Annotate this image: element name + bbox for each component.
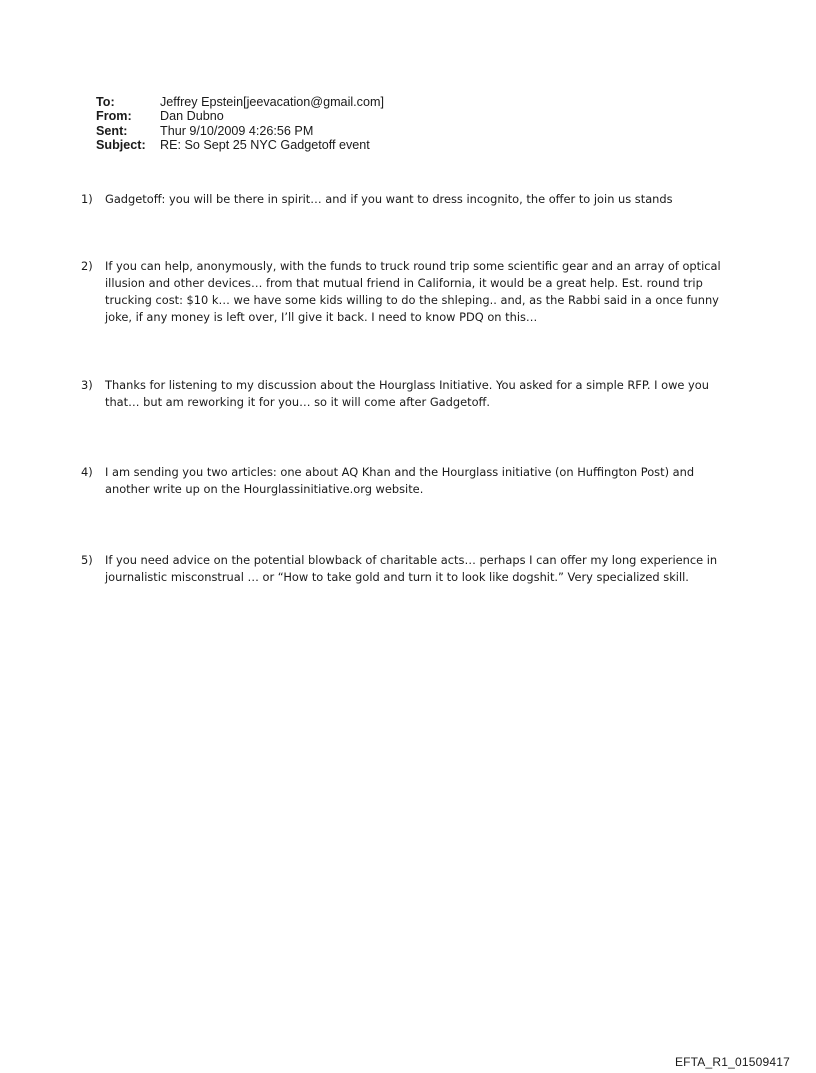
from-value: Dan Dubno [160, 109, 224, 124]
list-item-text: Thanks for listening to my discussion about the Hourglass Initiative. You asked for a simple RFP. I owe you that… but am reworking it for you… so it will come after Gadgetoff. [105, 378, 709, 409]
subject-label: Subject: [96, 137, 146, 152]
list-item [81, 464, 741, 498]
subject-value: RE: So Sept 25 NYC Gadgetoff event [160, 137, 370, 152]
list-item-number: 5) [81, 553, 93, 567]
list-item [81, 552, 741, 586]
list-item [81, 258, 741, 326]
list-item-text: Gadgetoff: you will be there in spirit… and if you want to dress incognito, the offer to join us stands [105, 192, 673, 206]
sent-row [96, 124, 384, 138]
list-item-text: If you need advice on the potential blowback of charitable acts… perhaps I can offer my long experience in journalistic misconstrual … or “How to take gold and turn it to look like dogshit.” Very specialized skill. [105, 553, 718, 584]
list-item-number: 3) [81, 378, 93, 392]
subject-row [96, 138, 384, 152]
to-row [96, 95, 384, 109]
email-header [96, 95, 384, 152]
list-item-number: 1) [81, 192, 93, 206]
to-value: Jeffrey Epstein[jeevacation@gmail.com] [160, 95, 384, 109]
list-item-number: 4) [81, 465, 93, 479]
document-id: EFTA_R1_01509417 [674, 1055, 790, 1069]
sent-value: Thur 9/10/2009 4:26:56 PM [160, 123, 314, 138]
list-item-text: If you can help, anonymously, with the funds to truck round trip some scientific gear and an array of optical illusion and other devices… from that mutual friend in California, it would be a great help. Est. round trip trucking cost: $10 k… we have some kids willing to do the shleping.. and, as the Rabbi said in a once funny joke, if any money is left over, I’ll give it back. I need to know PDQ on this… [105, 259, 721, 324]
to-label: To: [96, 95, 115, 109]
list-item-number: 2) [81, 259, 93, 273]
list-item [81, 191, 741, 208]
from-row [96, 109, 384, 123]
from-label: From: [96, 109, 132, 124]
sent-label: Sent: [96, 123, 128, 138]
list-item-text: I am sending you two articles: one about AQ Khan and the Hourglass initiative (on Huffington Post) and another write up on the Hourglassinitiative.org website. [105, 465, 695, 496]
list-item [81, 377, 741, 411]
